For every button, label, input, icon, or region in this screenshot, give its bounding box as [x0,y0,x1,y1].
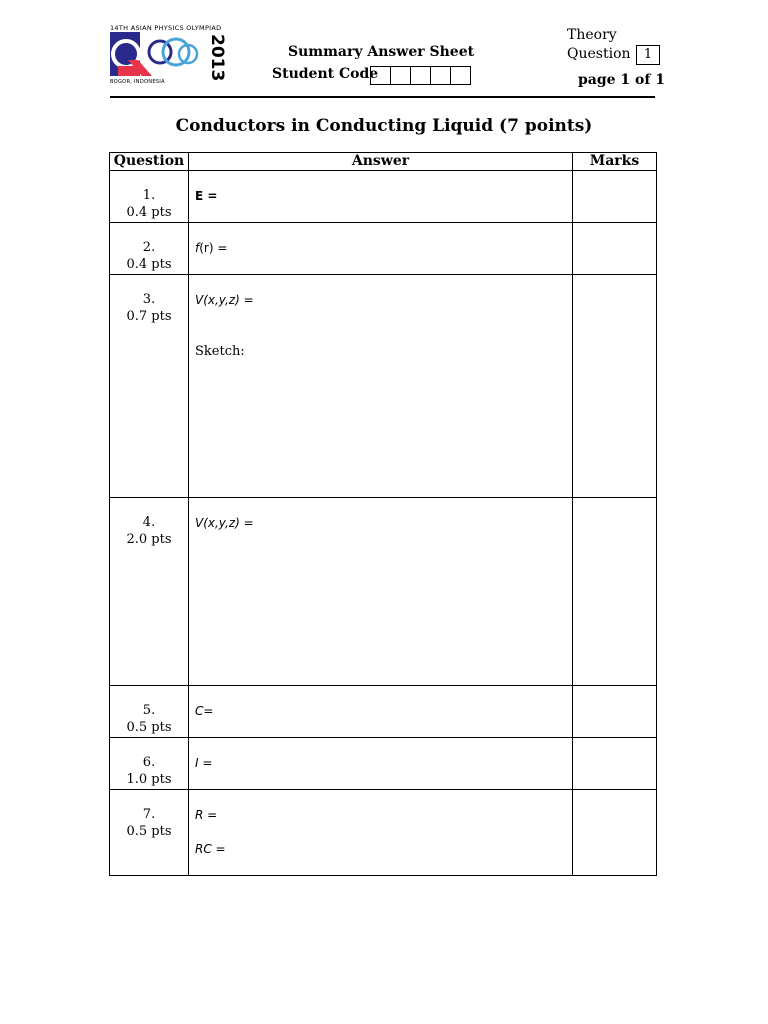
table-row [110,790,657,876]
table-row [110,498,657,686]
student-code-digit[interactable] [431,67,451,84]
question-cell [110,171,189,223]
question-points: 2.0 pts [126,532,172,547]
answer-table [109,152,657,876]
question-cell [110,686,189,738]
header-answer: Answer [189,153,573,171]
header-divider [110,96,655,98]
header-marks: Marks [573,153,657,171]
question-cell [110,790,189,876]
student-code-boxes[interactable] [370,66,471,85]
sheet-title: Summary Answer Sheet [288,44,475,60]
question-number-box: 1 [636,45,660,65]
table-row [110,686,657,738]
question-number: 4. [142,515,156,530]
question-number: 7. [142,807,156,822]
question-points: 0.5 pts [126,824,172,839]
student-code-digit[interactable] [371,67,391,84]
marks-cell[interactable] [573,790,657,876]
logo-bottom-text: BOGOR, INDONESIA [110,79,165,85]
header-question: Question [110,153,189,171]
answer-label: C= [195,704,214,718]
question-number: 6. [142,755,156,770]
answer-cell[interactable] [189,738,573,790]
question-cell [110,223,189,275]
answer-label: V(x,y,z) = [195,293,254,307]
sketch-label: Sketch: [195,344,245,359]
marks-cell[interactable] [573,275,657,498]
question-number: 3. [142,292,156,307]
question-points: 0.7 pts [126,309,172,324]
answer-cell[interactable] [189,498,573,686]
table-row [110,171,657,223]
question-number: 5. [142,703,156,718]
logo-year: 2013 [207,34,227,82]
marks-cell[interactable] [573,171,657,223]
answer-cell[interactable] [189,686,573,738]
question-points: 0.4 pts [126,205,172,220]
question-cell [110,738,189,790]
question-points: 0.5 pts [126,720,172,735]
answer-label: I = [195,756,213,770]
question-label: Question [567,46,631,62]
apho-logo [108,24,227,88]
answer-cell[interactable] [189,275,573,498]
theory-label: Theory [567,27,617,43]
table-row [110,275,657,498]
student-code-digit[interactable] [411,67,431,84]
answer-cell[interactable] [189,223,573,275]
answer-label-function: f [195,241,200,255]
student-code-label: Student Code [272,66,379,82]
answer-label: V(x,y,z) = [195,516,254,530]
answer-label-args: (r) = [199,241,228,255]
page-indicator: page 1 of 1 [578,72,666,88]
student-code-digit[interactable] [451,67,470,84]
question-points: 0.4 pts [126,257,172,272]
table-row [110,738,657,790]
question-cell [110,498,189,686]
marks-cell[interactable] [573,686,657,738]
answer-label: R = [195,808,218,822]
question-number: 2. [142,240,156,255]
question-points: 1.0 pts [126,772,172,787]
marks-cell[interactable] [573,498,657,686]
student-code-digit[interactable] [391,67,411,84]
marks-cell[interactable] [573,223,657,275]
marks-cell[interactable] [573,738,657,790]
answer-label-rc: RC = [195,842,226,856]
problem-title: Conductors in Conducting Liquid (7 points) [175,116,593,136]
answer-cell[interactable] [189,171,573,223]
question-number: 1. [142,188,156,203]
answer-cell[interactable] [189,790,573,876]
table-header-row [110,153,657,171]
table-row [110,223,657,275]
logo-top-text: 14TH ASIAN PHYSICS OLYMPIAD [110,24,222,32]
answer-label: E = [195,189,218,203]
question-cell [110,275,189,498]
